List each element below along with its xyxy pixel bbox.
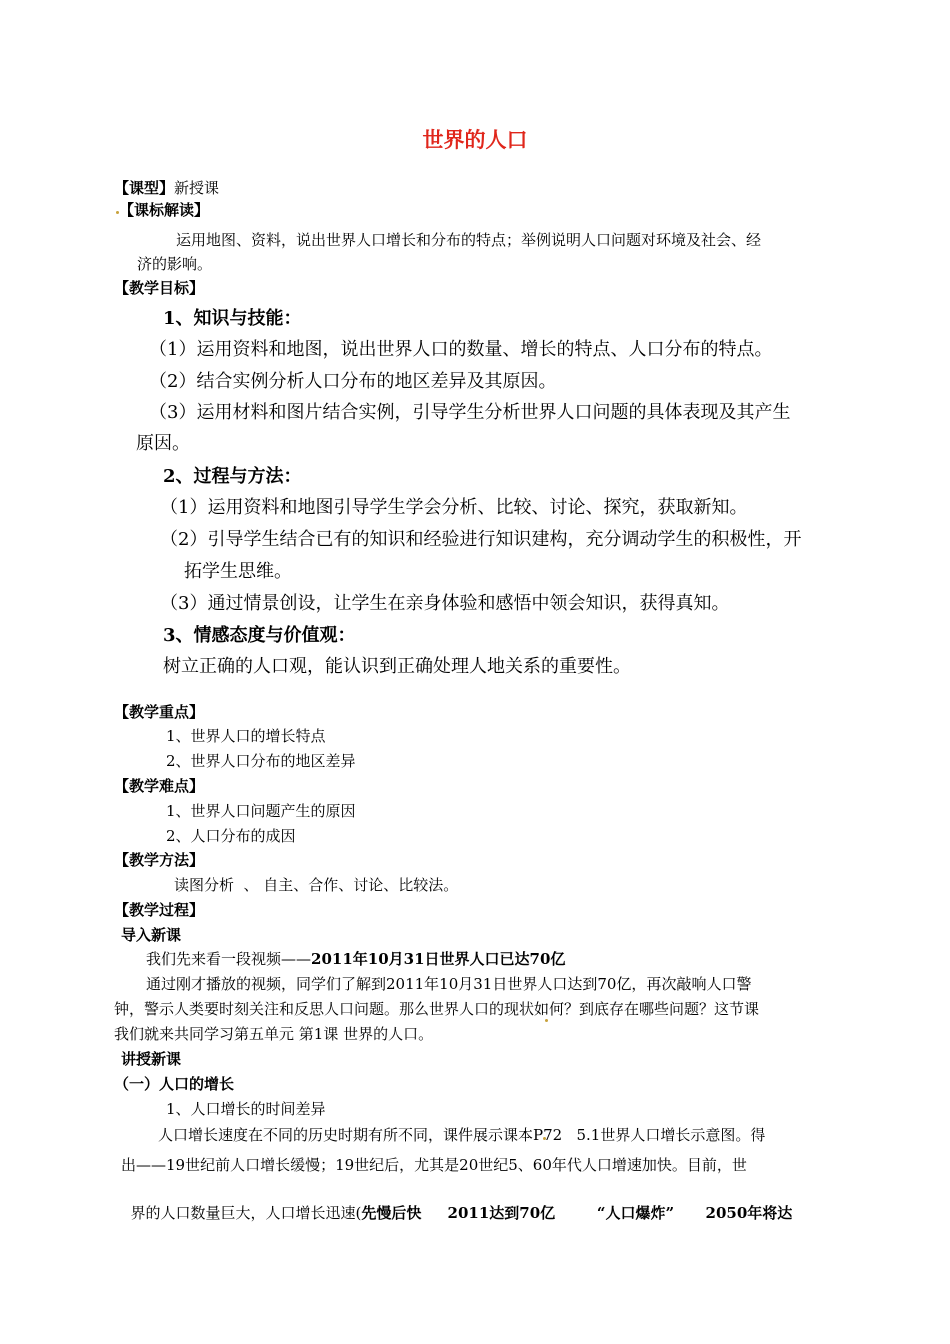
methods-label: 【教学方法】 (114, 851, 205, 869)
video-title: 2011年10月31日世界人口已达70亿 (311, 950, 566, 968)
objective-p1: （1）运用资料和地图引导学生学会分析、比较、讨论、探究，获取新知。 (160, 497, 748, 518)
page-title: 世界的人口 (422, 127, 528, 152)
difficult-point-item: 2、人口分布的成因 (166, 827, 296, 845)
new-lesson-heading: 讲授新课 (121, 1050, 182, 1068)
key-point-item: 2、世界人口分布的地区差异 (166, 752, 356, 770)
video-prefix: 我们先来看一段视频—— (146, 950, 312, 968)
standard-label: 【课标解读】 (119, 201, 210, 219)
growth-para-line-3 (121, 1184, 792, 1223)
difficult-point-item: 1、世界人口问题产生的原因 (166, 802, 356, 820)
objective-p2b: 拓学生思维。 (184, 561, 292, 582)
difficult-points-label: 【教学难点】 (114, 777, 205, 795)
subsection-heading: 1、人口增长的时间差异 (166, 1100, 326, 1118)
objective-heading-1: 1、知识与技能： (163, 308, 302, 329)
objective-e1: 树立正确的人口观，能认识到正确处理人地关系的重要性。 (163, 656, 631, 677)
key-points-label: 【教学重点】 (114, 703, 205, 721)
course-type-line (114, 177, 219, 198)
objective-p2a: （2）引导学生结合已有的知识和经验进行知识建构，充分调动学生的积极性，开 (160, 529, 802, 550)
objective-p3: （3）通过情景创设，让学生在亲身体验和感悟中领会知识，获得真知。 (160, 593, 730, 614)
process-label: 【教学过程】 (114, 901, 205, 919)
key-point-item: 1、世界人口的增长特点 (166, 727, 326, 745)
objective-k3a: （3）运用材料和图片结合实例，引导学生分析世界人口问题的具体表现及其产生 (149, 402, 791, 423)
marker-dot (545, 1019, 548, 1022)
objective-heading-2: 2、过程与方法： (163, 466, 302, 487)
objective-k3b: 原因。 (136, 433, 190, 454)
growth-para-bold: 先慢后快 2011达到70亿 “人口爆炸” 2050年将达 (361, 1204, 793, 1222)
growth-para-normal: 界的人口数量巨大，人口增长迅速( (130, 1204, 362, 1222)
objective-k1: （1）运用资料和地图，说出世界人口的数量、增长的特点、人口分布的特点。 (149, 339, 773, 360)
intro-heading: 导入新课 (121, 926, 182, 944)
intro-para-line-1: 通过刚才播放的视频，同学们了解到2011年10月31日世界人口达到70亿，再次敲响人口警 (146, 975, 752, 993)
section-heading: （一）人口的增长 (114, 1075, 235, 1093)
growth-para-line-2: 出——19世纪前人口增长缓慢；19世纪后，尤其是20世纪5、60年代人口增速加快。目前，世 (121, 1156, 747, 1174)
course-type-value: 新授课 (174, 179, 220, 197)
standard-line-2: 济的影响。 (137, 255, 213, 273)
standard-line-1: 运用地图、资料，说出世界人口增长和分布的特点；举例说明人口问题对环境及社会、经 (176, 231, 762, 249)
growth-para-line-1: 人口增长速度在不同的历史时期有所不同，课件展示课本P72 5.1世界人口增长示意图。得 (158, 1126, 766, 1144)
objective-k2: （2）结合实例分析人口分布的地区差异及其原因。 (149, 371, 557, 392)
intro-para-line-2: 钟，警示人类要时刻关注和反思人口问题。那么世界人口的现状如何？到底存在哪些问题？这节课 (114, 1000, 760, 1018)
objectives-label: 【教学目标】 (114, 279, 205, 297)
methods-text: 读图分析 、 自主、合作、讨论、比较法。 (174, 876, 459, 894)
course-type-label: 【课型】 (114, 179, 175, 197)
video-line (146, 948, 565, 969)
intro-para-line-3: 我们就来共同学习第五单元 第1课 世界的人口。 (114, 1025, 434, 1043)
objective-heading-3: 3、情感态度与价值观： (163, 625, 356, 646)
